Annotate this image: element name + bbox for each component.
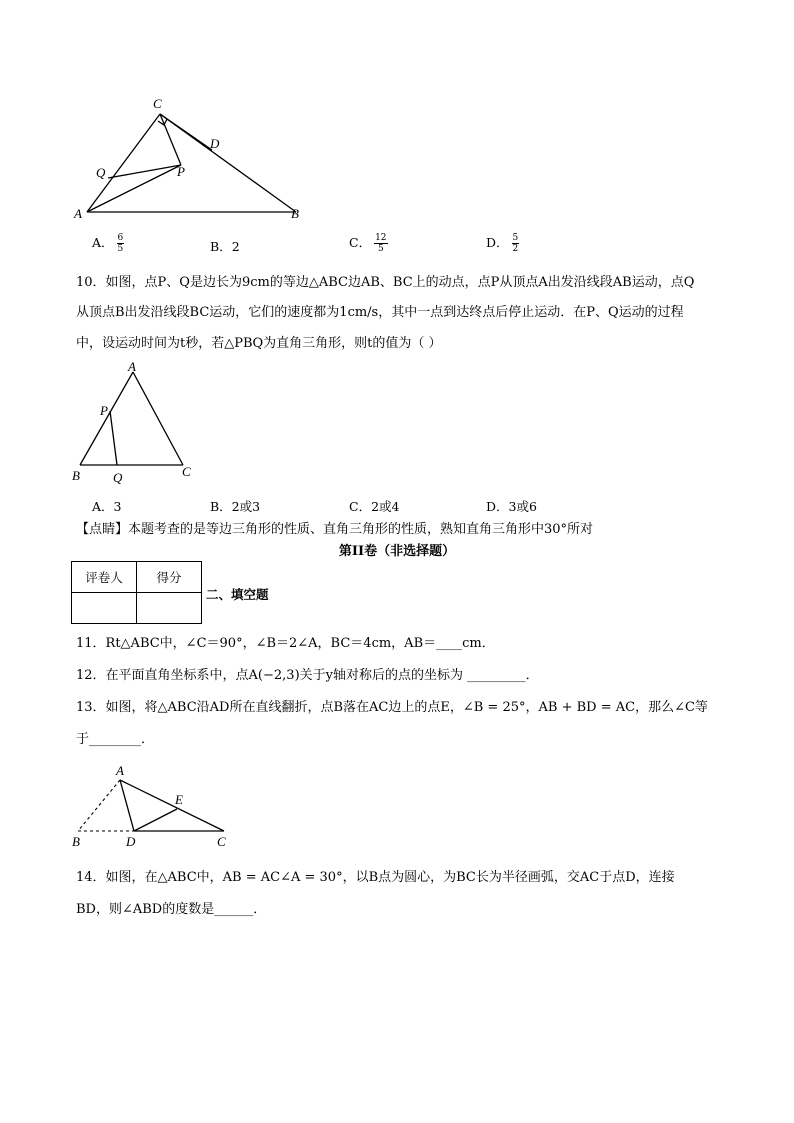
dianjing-note: 【点睛】本题考查的是等边三角形的性质、直角三角形的性质，熟知直角三角形中30°所对: [76, 522, 594, 537]
label-C: C: [217, 834, 226, 849]
label-Q: Q: [113, 470, 123, 485]
q10-line-3: 中，设运动时间为t秒，若△PBQ为直角三角形，则t的值为（ ）: [76, 336, 442, 351]
q13-line-1: 13．如图，将△ABC沿AD所在直线翻折，点B落在AC边上的点E，∠B = 25°，AB + BD = AC，那么∠C等: [76, 700, 708, 715]
label-C: C: [182, 464, 191, 479]
label-B: B: [291, 206, 299, 221]
q9-triangle-figure: [60, 92, 320, 227]
q10-option-a[interactable]: A．3: [92, 499, 122, 514]
q10-option-d[interactable]: D．3或6: [486, 499, 537, 514]
q10-triangle-figure: [64, 358, 204, 486]
fraction: $\frac{5}{2}$: [512, 233, 519, 254]
q9-option-d[interactable]: D． $\frac{5}{2}$: [486, 233, 519, 254]
q11: 11．Rt△ABC中，∠C＝90°，∠B＝2∠A，BC＝4cm，AB＝____cm．: [76, 636, 495, 651]
label-C: C: [153, 96, 162, 111]
label-D: D: [210, 136, 220, 151]
q10-option-c[interactable]: C．2或4: [349, 499, 400, 514]
section-title: 二、填空题: [206, 587, 269, 602]
q9-option-c[interactable]: C． $\frac{12}{5}$: [349, 233, 387, 254]
score-table-header-score: 得分: [137, 562, 202, 593]
q12: 12．在平面直角坐标系中，点A(−2,3)关于y轴对称后的点的坐标为 _________．: [76, 668, 539, 683]
score-table: [71, 561, 202, 624]
label-A: A: [128, 359, 136, 374]
part2-title: 第II卷（非选择题）: [338, 544, 456, 559]
q9-option-a[interactable]: A． $\frac{6}{5}$: [92, 233, 124, 254]
label-A: A: [116, 763, 124, 778]
label-E: E: [175, 792, 183, 807]
label-P: P: [100, 403, 108, 418]
fraction: $\frac{12}{5}$: [375, 233, 387, 254]
q10-option-b[interactable]: B．2或3: [210, 499, 261, 514]
q13-line-2: 于________．: [76, 732, 155, 747]
label-A: A: [74, 206, 82, 221]
q10-line-2: 从顶点B出发沿线段BC运动，它们的速度都为1cm/s，其中一点到达终点后停止运动．在P、Q运动的过程: [76, 305, 684, 320]
score-table-header-grader: 评卷人: [72, 562, 137, 593]
score-table-cell-score[interactable]: [137, 593, 202, 624]
label-B: B: [72, 834, 80, 849]
q13-triangle-figure: [64, 758, 244, 853]
label-P: P: [177, 164, 185, 179]
fraction: $\frac{6}{5}$: [117, 233, 124, 254]
q14-line-1: 14．如图，在△ABC中，AB = AC∠A = 30°，以B点为圆心，为BC长为半径画弧，交AC于点D，连接: [76, 870, 675, 885]
q9-option-b[interactable]: B．2: [210, 239, 240, 254]
score-table-cell-grader[interactable]: [72, 593, 137, 624]
q14-line-2: BD，则∠ABD的度数是______．: [76, 902, 267, 917]
q10-line-1: 10．如图，点P、Q是边长为9cm的等边△ABC边AB、BC上的动点，点P从顶点A出发沿线段AB运动，点Q: [76, 275, 695, 290]
label-B: B: [72, 468, 80, 483]
label-Q: Q: [96, 165, 106, 180]
label-D: D: [126, 834, 136, 849]
